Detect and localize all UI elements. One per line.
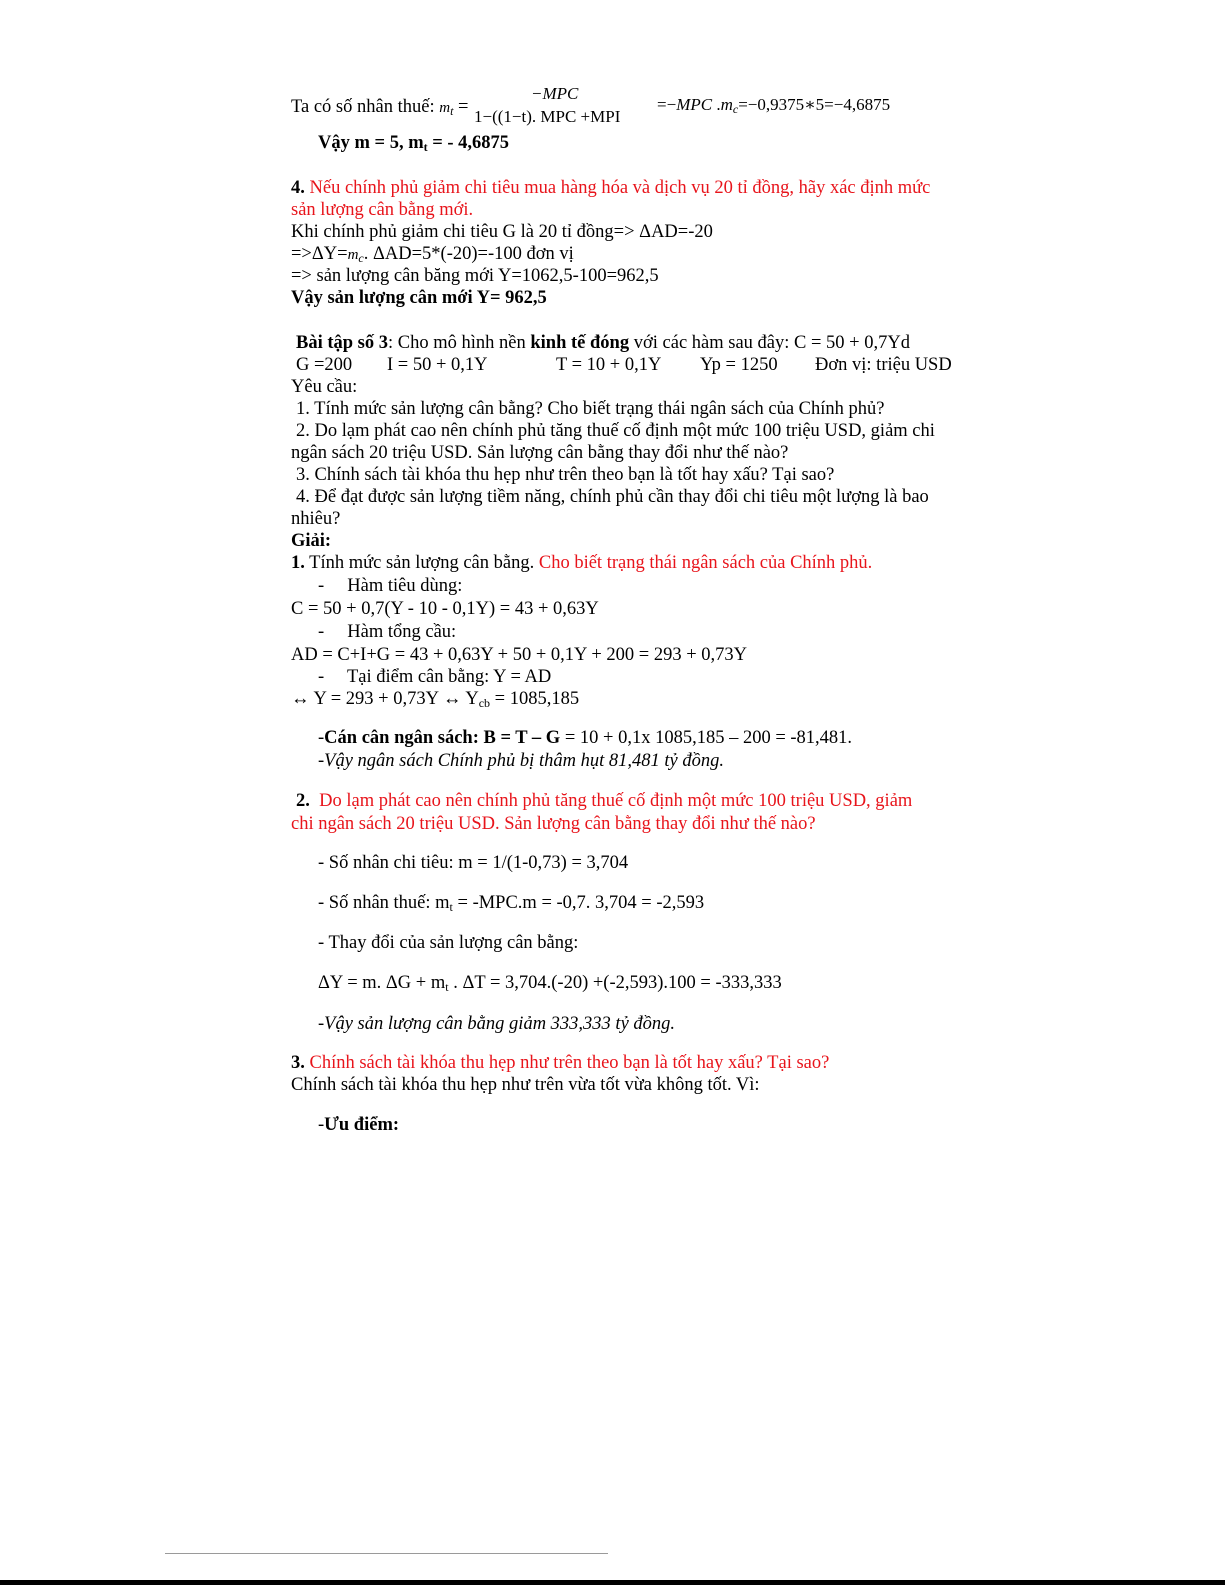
aggregate-demand-label: - Hàm tổng cầu: bbox=[318, 622, 457, 642]
formula-numerator: −MPC bbox=[531, 84, 579, 103]
exercise3-t: T = 10 + 0,1Y bbox=[556, 355, 662, 375]
formula-result: =−MPC $.m_c=-0,9375∗5=-4,6875$ bbox=[657, 95, 891, 116]
q4-solution-line3: => sản lượng cân băng mới Y=1062,5-100=962,5 bbox=[291, 266, 659, 286]
budget-balance: -Cán cân ngân sách: B = T – G = 10 + 0,1x 1085,185 – 200 = -81,481. bbox=[318, 728, 853, 748]
solution-part3-heading: 3. Chính sách tài khóa thu hẹp như trên theo bạn là tốt hay xấu? Tại sao? bbox=[291, 1053, 830, 1073]
output-change-label: - Thay đổi của sản lượng cân bằng: bbox=[318, 933, 579, 953]
exercise3-req3: 3. Chính sách tài khóa thu hẹp như trên theo bạn là tốt hay xấu? Tại sao? bbox=[296, 465, 835, 485]
exercise3-req2-line2: ngân sách 20 triệu USD. Sản lượng cân bằng thay đổi như thế nào? bbox=[291, 443, 789, 463]
budget-deficit-conclusion: -Vậy ngân sách Chính phủ bị thâm hụt 81,481 tỷ đồng. bbox=[318, 751, 724, 771]
output-decrease-conclusion: -Vậy sản lượng cân bằng giảm 333,333 tỷ đồng. bbox=[318, 1014, 676, 1034]
spending-multiplier: - Số nhân chi tiêu: m = 1/(1-0,73) = 3,704 bbox=[318, 853, 629, 873]
exercise3-g: G =200 bbox=[296, 355, 353, 375]
solution-title: Giải: bbox=[291, 531, 332, 551]
solution-part3-answer: Chính sách tài khóa thu hẹp như trên vừa tốt vừa không tốt. Vì: bbox=[291, 1075, 760, 1095]
exercise3-req1: 1. Tính mức sản lượng cân bằng? Cho biết trạng thái ngân sách của Chính phủ? bbox=[296, 399, 885, 419]
tax-multiplier-formula: Ta có số nhân thuế: $m_t$ = bbox=[291, 97, 469, 118]
output-change-equation: ΔY = m. $\Delta G + m_t$ . ΔT = 3,704.(-20) +(-2,593).100 = -333,333 bbox=[318, 973, 782, 994]
tax-multiplier: - Số nhân thuế: $m_t = -MPC.m = -0,7$. 3,704 = -2,593 bbox=[318, 893, 705, 914]
aggregate-demand-function: AD = C+I+G = 43 + 0,63Y + 50 + 0,1Y + 200 = 293 + 0,73Y bbox=[291, 645, 747, 665]
consumption-function-label: - Hàm tiêu dùng: bbox=[318, 576, 463, 596]
page-bottom-edge bbox=[0, 1580, 1225, 1585]
advantages-heading: -Ưu điểm: bbox=[318, 1115, 400, 1135]
exercise3-req4-line1: 4. Để đạt được sản lượng tiềm năng, chính phủ cần thay đổi chi tiêu một lượng là bao bbox=[296, 487, 929, 507]
solution-part2-heading-line1: 2. Do lạm phát cao nên chính phủ tăng thuế cố định một mức 100 triệu USD, giảm bbox=[296, 791, 913, 811]
exercise3-yp: Yp = 1250 bbox=[700, 355, 778, 375]
exercise3-unit: Đơn vị: triệu USD bbox=[815, 355, 952, 375]
q4-heading-line2: sản lượng cân bằng mới. bbox=[291, 200, 474, 220]
solution-part1-heading: 1. Tính mức sản lượng cân bằng. Cho biết trạng thái ngân sách của Chính phủ. bbox=[291, 553, 873, 573]
solution-part2-heading-line2: chi ngân sách 20 triệu USD. Sản lượng cân bằng thay đổi như thế nào? bbox=[291, 814, 816, 834]
formula-denominator: 1−((1−t). MPC +MPI bbox=[474, 107, 621, 126]
exercise3-i: I = 50 + 0,1Y bbox=[387, 355, 488, 375]
equilibrium-label: - Tại điểm cân bằng: Y = AD bbox=[318, 667, 552, 687]
consumption-function: C = 50 + 0,7(Y - 10 - 0,1Y) = 43 + 0,63Y bbox=[291, 599, 599, 619]
exercise3-intro: Bài tập số 3: Cho mô hình nền kinh tế đóng với các hàm sau đây: C = 50 + 0,7Yd bbox=[296, 333, 910, 353]
q4-solution-line1: Khi chính phủ giảm chi tiêu G là 20 tỉ đồng=> ΔAD=-20 bbox=[291, 222, 713, 242]
footnote-separator bbox=[165, 1553, 608, 1554]
conclusion-multipliers: Vậy m = 5, $m_t$ = - 4,6875 bbox=[318, 133, 510, 154]
q4-heading-line1: 4. Nếu chính phủ giảm chi tiêu mua hàng hóa và dịch vụ 20 tỉ đồng, hãy xác định mức bbox=[291, 178, 931, 198]
q4-solution-conclusion: Vậy sản lượng cân mới Y= 962,5 bbox=[291, 288, 547, 308]
q4-solution-line2: $=>\Delta Y=m_c$. ΔAD=5*(-20)=-100 đơn vị bbox=[291, 244, 574, 265]
exercise3-req4-line2: nhiêu? bbox=[291, 509, 341, 529]
equilibrium-output: ↔ Y = 293 + 0,73Y ↔ $Y_{cb} = 1085,185$ bbox=[291, 689, 580, 710]
exercise3-requirements-label: Yêu cầu: bbox=[291, 377, 358, 397]
exercise3-req2-line1: 2. Do lạm phát cao nên chính phủ tăng thuế cố định một mức 100 triệu USD, giảm chi bbox=[296, 421, 935, 441]
